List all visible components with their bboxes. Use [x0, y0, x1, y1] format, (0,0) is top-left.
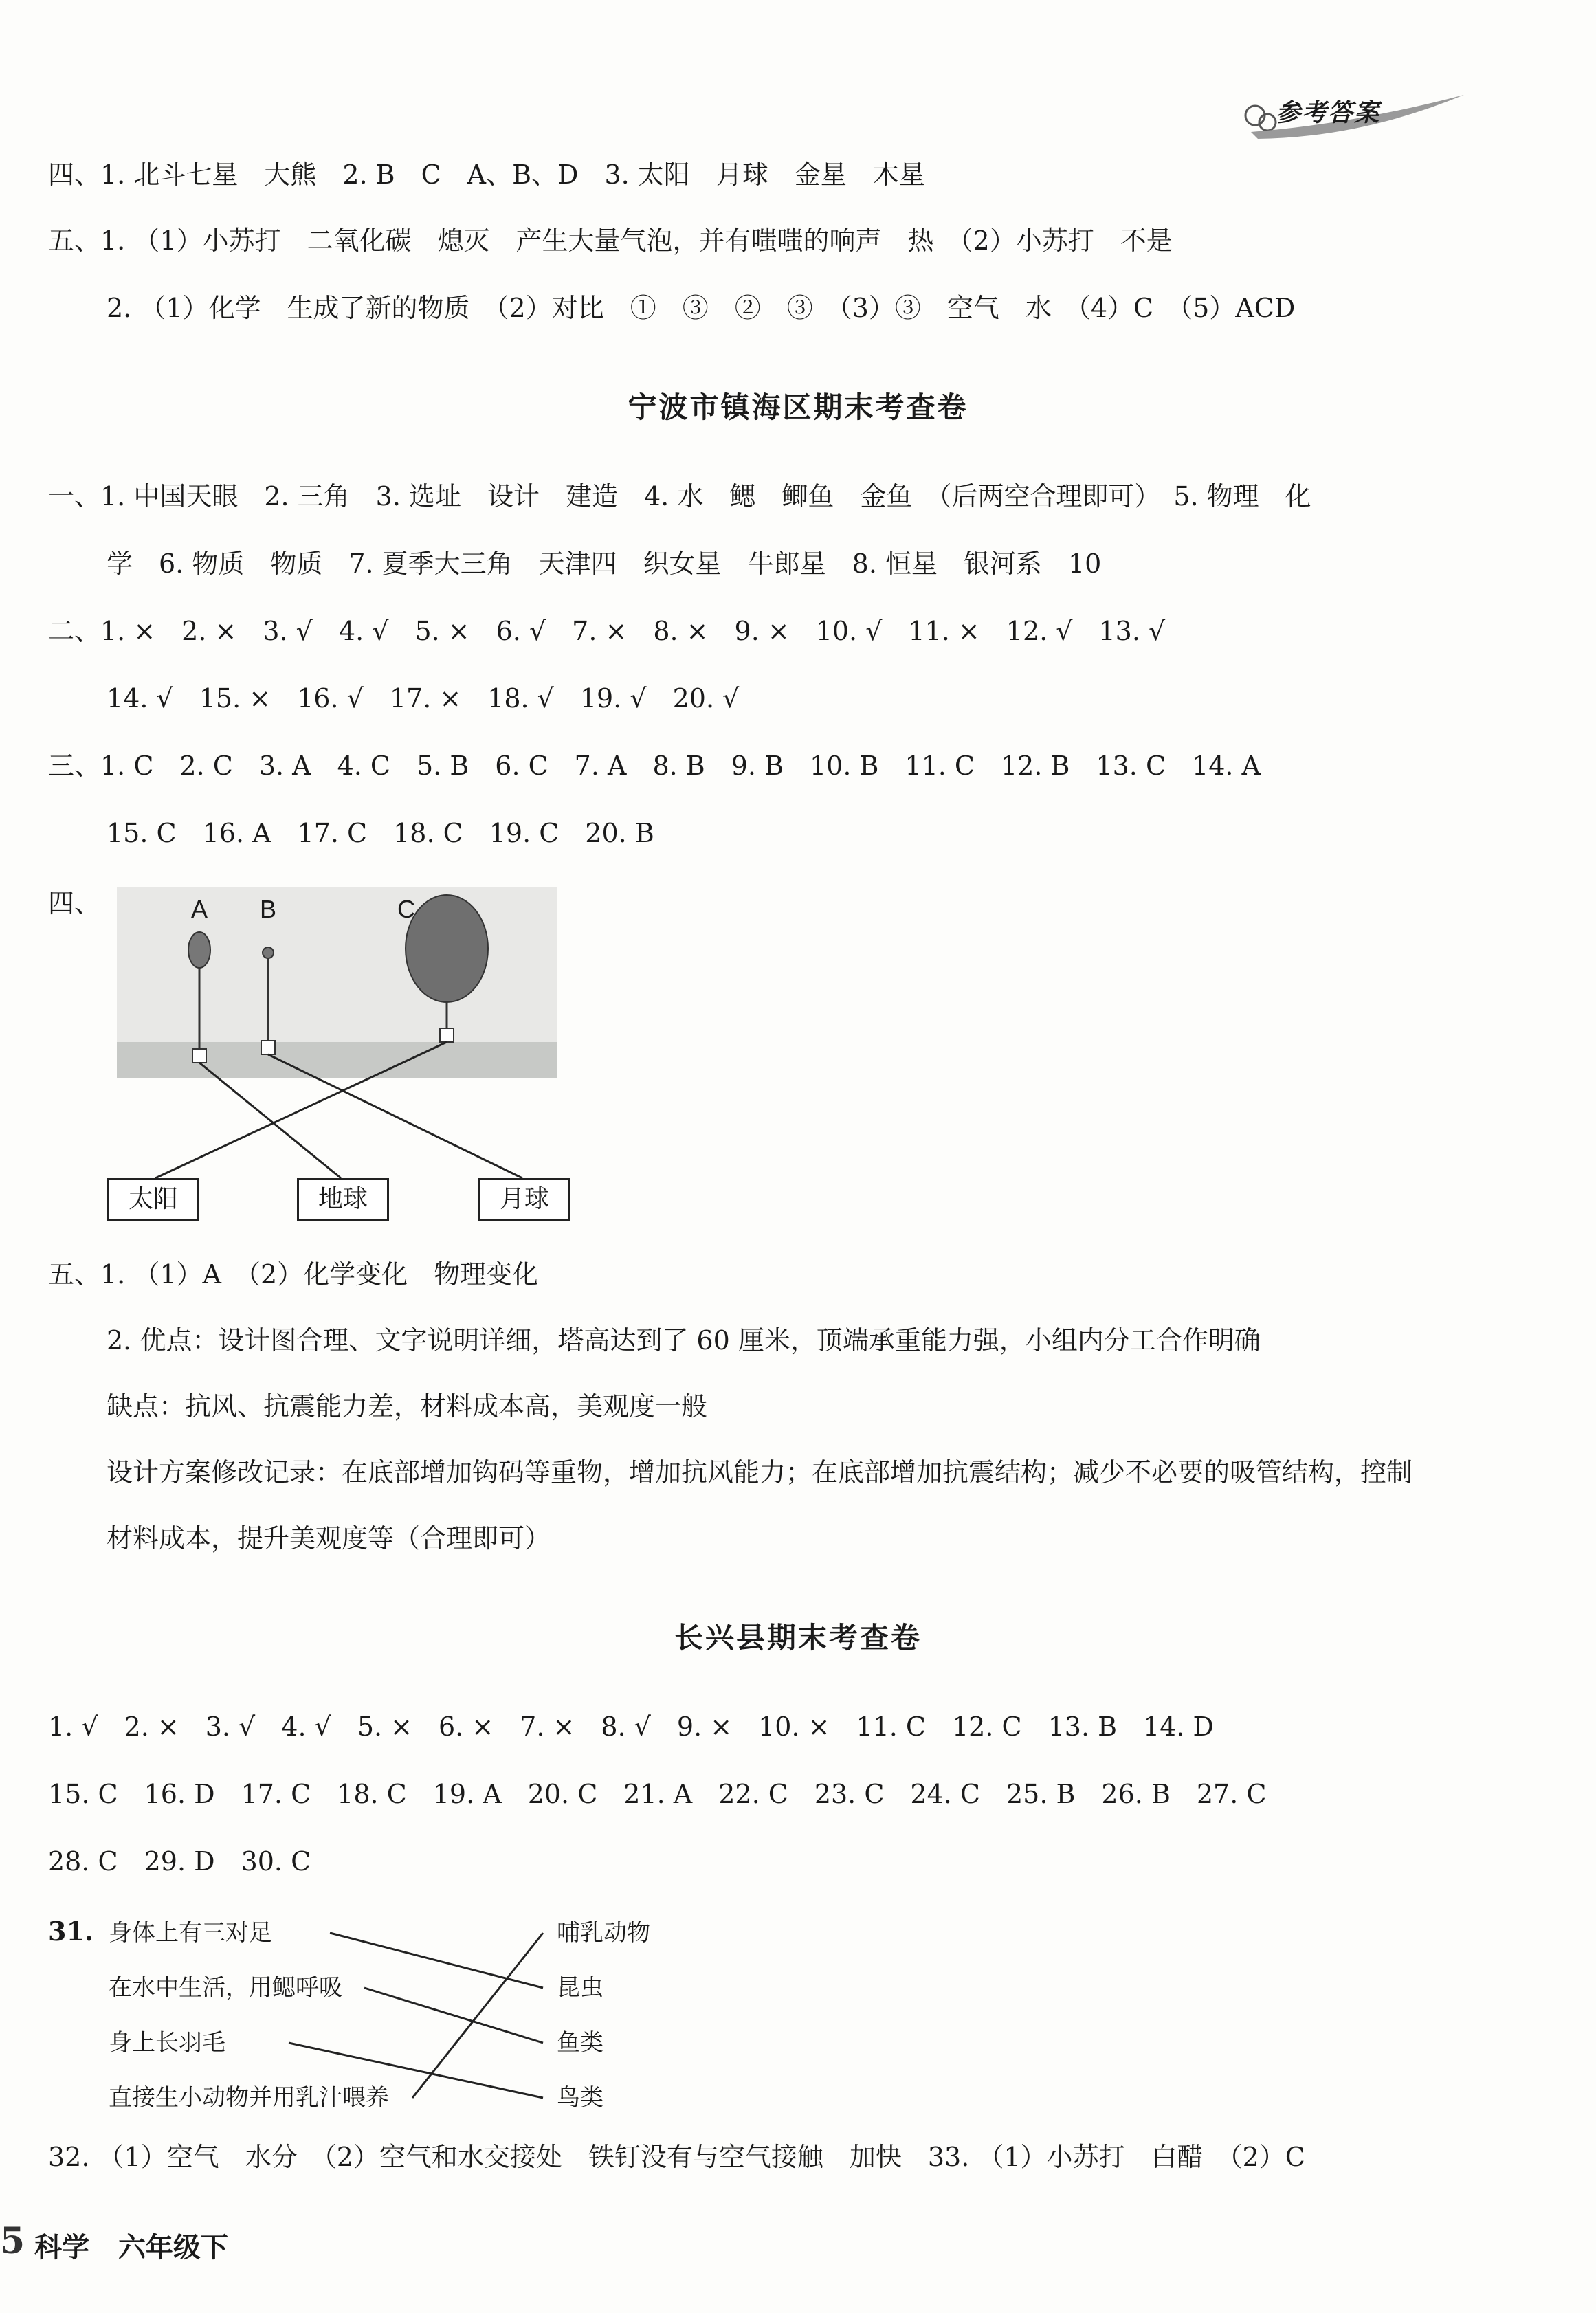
match-left-item: 直接生小动物并用乳汁喂养 — [109, 2084, 389, 2112]
match-left-item: 在水中生活，用鳃呼吸 — [109, 1974, 342, 2002]
section-title-changxing: 长兴县期末考查卷 — [674, 1621, 922, 1654]
answer-line: 四、 — [48, 888, 101, 918]
footer-grade: 六年级下 — [118, 2231, 228, 2264]
answer-line: 28. C 29. D 30. C — [48, 1846, 311, 1877]
answer-line: 四、1. 北斗七星 大熊 2. B C A、B、D 3. 太阳 月球 金星 木星 — [48, 159, 925, 190]
answer-line: 15. C 16. A 17. C 18. C 19. C 20. B — [107, 818, 654, 848]
answer-line: 五、1. （1）小苏打 二氧化碳 熄灭 产生大量气泡，并有嗤嗤的响声 热 （2）小苏打 不是 — [48, 225, 1173, 256]
answer-line: 设计方案修改记录：在底部增加钩码等重物，增加抗风能力；在底部增加抗震结构；减少不必要的吸管结构，控制 — [107, 1457, 1413, 1487]
answer-line: 2. 优点：设计图合理、文字说明详细，塔高达到了 60 厘米，顶端承重能力强，小组内分工合作明确 — [107, 1325, 1261, 1355]
answer-line: 2. （1）化学 生成了新的物质 （2）对比 ① ③ ② ③ （3）③ 空气 水 （4）C （5）ACD — [107, 293, 1296, 323]
box-sun: 太阳 — [107, 1178, 199, 1221]
label-c: C — [397, 895, 415, 923]
match-left-item: 身体上有三对足 — [109, 1919, 272, 1947]
question-number: 31. — [48, 1916, 94, 1947]
answer-line: 缺点：抗风、抗震能力差，材料成本高，美观度一般 — [107, 1391, 708, 1421]
page-number: 5 — [0, 2220, 25, 2262]
answer-line: 三、1. C 2. C 3. A 4. C 5. B 6. C 7. A 8. B 9. B 10. B 11. C 12. B 13. C 14. A — [48, 751, 1261, 781]
answer-line: 15. C 16. D 17. C 18. C 19. A 20. C 21. A 22. C 23. C 24. C 25. B 26. B 27. C — [48, 1779, 1267, 1809]
answer-line: 一、1. 中国天眼 2. 三角 3. 选址 设计 建造 4. 水 鳃 鲫鱼 金鱼 （后两空合理即可） 5. 物理 化 — [48, 481, 1311, 511]
match-right-item: 鱼类 — [557, 2029, 603, 2057]
answer-badge-label: 参考答案 — [1276, 98, 1381, 127]
label-b: B — [260, 895, 277, 923]
match-right-item: 哺乳动物 — [557, 1919, 650, 1947]
box-earth: 地球 — [297, 1178, 389, 1221]
footer-subject-grade — [34, 2226, 247, 2265]
answer-line: 32. （1）空气 水分 （2）空气和水交接处 铁钉没有与空气接触 加快 33. （1）小苏打 白醋 （2）C — [48, 2142, 1305, 2172]
section-title-ningbo: 宁波市镇海区期末考查卷 — [628, 390, 968, 424]
answer-line: 二、1. × 2. × 3. √ 4. √ 5. × 6. √ 7. × 8. × 9. × 10. √ 11. × 12. √ 13. √ — [48, 616, 1166, 646]
answer-line: 材料成本，提升美观度等（合理即可） — [107, 1523, 551, 1553]
match-right-item: 昆虫 — [557, 1974, 603, 2002]
answer-line: 五、1. （1）A （2）化学变化 物理变化 — [48, 1259, 539, 1290]
label-a: A — [191, 895, 208, 923]
box-moon: 月球 — [478, 1178, 570, 1221]
match-right-item: 鸟类 — [557, 2084, 603, 2112]
answer-line: 1. √ 2. × 3. √ 4. √ 5. × 6. × 7. × 8. √ 9. × 10. × 11. C 12. C 13. B 14. D — [48, 1712, 1215, 1742]
match-left-item: 身上长羽毛 — [109, 2029, 225, 2057]
footer-subject: 科学 — [34, 2231, 89, 2264]
answer-line: 14. √ 15. × 16. √ 17. × 18. √ 19. √ 20. √ — [107, 683, 740, 713]
answer-line: 学 6. 物质 物质 7. 夏季大三角 天津四 织女星 牛郎星 8. 恒星 银河系 10 — [107, 549, 1102, 579]
